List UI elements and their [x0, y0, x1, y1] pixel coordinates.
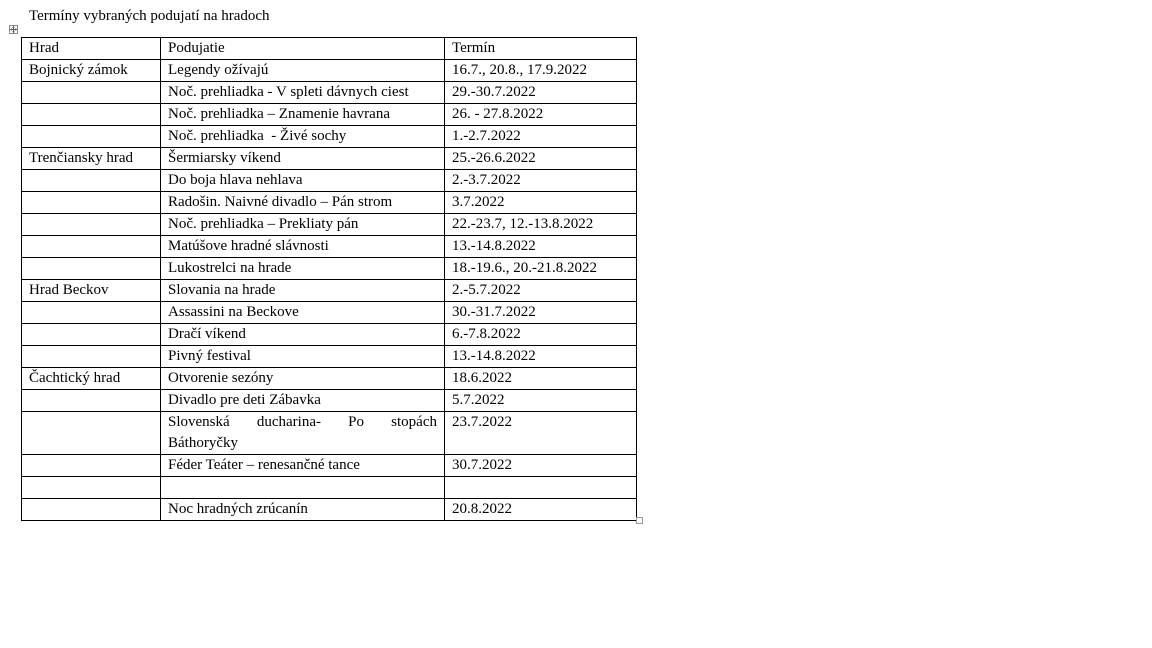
table-row [22, 192, 637, 214]
header-date[interactable]: Termín [445, 38, 637, 60]
castle-cell[interactable] [22, 126, 161, 148]
header-event[interactable]: Podujatie [161, 38, 445, 60]
date-cell[interactable]: 30.-31.7.2022 [445, 302, 637, 324]
event-cell[interactable]: Do boja hlava nehlava [161, 170, 445, 192]
table-row [22, 126, 637, 148]
table-row [22, 455, 637, 477]
castle-cell[interactable] [22, 82, 161, 104]
castle-cell[interactable] [22, 214, 161, 236]
header-castle[interactable]: Hrad [22, 38, 161, 60]
table-header-row [22, 38, 637, 60]
date-cell[interactable]: 2.-3.7.2022 [445, 170, 637, 192]
table-row [22, 346, 637, 368]
castle-cell[interactable] [22, 258, 161, 280]
event-cell[interactable]: Radošin. Naivné divadlo – Pán strom [161, 192, 445, 214]
date-cell[interactable]: 29.-30.7.2022 [445, 82, 637, 104]
event-cell[interactable]: Assassini na Beckove [161, 302, 445, 324]
date-cell[interactable]: 3.7.2022 [445, 192, 637, 214]
table-row [22, 104, 637, 126]
date-cell[interactable]: 2.-5.7.2022 [445, 280, 637, 302]
event-cell[interactable]: Legendy ožívajú [161, 60, 445, 82]
castle-cell[interactable]: Hrad Beckov [22, 280, 161, 302]
table-row-empty [22, 477, 637, 499]
event-cell[interactable]: Pivný festival [161, 346, 445, 368]
castle-cell[interactable] [22, 346, 161, 368]
date-cell[interactable]: 26. - 27.8.2022 [445, 104, 637, 126]
castle-cell[interactable] [22, 390, 161, 412]
event-cell[interactable]: Lukostrelci na hrade [161, 258, 445, 280]
table-move-handle-icon[interactable] [9, 25, 18, 34]
date-cell[interactable]: 20.8.2022 [445, 499, 637, 521]
date-cell[interactable]: 1.-2.7.2022 [445, 126, 637, 148]
date-cell[interactable]: 18.6.2022 [445, 368, 637, 390]
table-row [22, 368, 637, 390]
table-row [22, 82, 637, 104]
table-row [22, 60, 637, 82]
table-row [22, 258, 637, 280]
castle-cell[interactable] [22, 104, 161, 126]
castle-cell[interactable] [22, 170, 161, 192]
table-row [22, 148, 637, 170]
castle-cell[interactable] [22, 302, 161, 324]
event-cell[interactable]: Matúšove hradné slávnosti [161, 236, 445, 258]
date-cell[interactable]: 16.7., 20.8., 17.9.2022 [445, 60, 637, 82]
castle-cell[interactable] [22, 499, 161, 521]
castle-cell[interactable]: Bojnický zámok [22, 60, 161, 82]
event-cell[interactable]: Noč. prehliadka - V spleti dávnych ciest [161, 82, 445, 104]
date-cell[interactable]: 13.-14.8.2022 [445, 346, 637, 368]
event-cell[interactable]: Slovania na hrade [161, 280, 445, 302]
event-cell[interactable]: Noč. prehliadka – Znamenie havrana [161, 104, 445, 126]
castle-cell[interactable]: Čachtický hrad [22, 368, 161, 390]
table-row [22, 390, 637, 412]
castle-cell[interactable] [22, 324, 161, 346]
event-cell[interactable]: Noč. prehliadka - Živé sochy [161, 126, 445, 148]
castle-cell[interactable] [22, 412, 161, 455]
event-cell[interactable]: Divadlo pre deti Zábavka [161, 390, 445, 412]
date-cell[interactable]: 25.-26.6.2022 [445, 148, 637, 170]
castle-cell[interactable] [22, 477, 161, 499]
date-cell[interactable]: 18.-19.6., 20.-21.8.2022 [445, 258, 637, 280]
table-caption: Termíny vybraných podujatí na hradoch [29, 8, 270, 24]
event-cell[interactable]: Noč. prehliadka – Prekliaty pán [161, 214, 445, 236]
event-cell[interactable]: Slovenská ducharina- Po stopách Báthoryčky [161, 412, 445, 455]
date-cell[interactable]: 30.7.2022 [445, 455, 637, 477]
date-cell[interactable]: 22.-23.7, 12.-13.8.2022 [445, 214, 637, 236]
table-row [22, 324, 637, 346]
events-table [21, 37, 637, 521]
event-cell[interactable] [161, 477, 445, 499]
event-cell[interactable]: Noc hradných zrúcanín [161, 499, 445, 521]
date-cell[interactable]: 13.-14.8.2022 [445, 236, 637, 258]
castle-cell[interactable]: Trenčiansky hrad [22, 148, 161, 170]
castle-cell[interactable] [22, 192, 161, 214]
table-row [22, 170, 637, 192]
event-cell[interactable]: Féder Teáter – renesančné tance [161, 455, 445, 477]
event-cell[interactable]: Otvorenie sezóny [161, 368, 445, 390]
table-row [22, 280, 637, 302]
table-resize-handle[interactable] [636, 517, 643, 524]
table-row [22, 302, 637, 324]
table-row [22, 236, 637, 258]
date-cell[interactable]: 23.7.2022 [445, 412, 637, 455]
table-row [22, 499, 637, 521]
table-row [22, 214, 637, 236]
date-cell[interactable] [445, 477, 637, 499]
event-cell[interactable]: Dračí víkend [161, 324, 445, 346]
castle-cell[interactable] [22, 455, 161, 477]
date-cell[interactable]: 5.7.2022 [445, 390, 637, 412]
date-cell[interactable]: 6.-7.8.2022 [445, 324, 637, 346]
event-cell[interactable]: Šermiarsky víkend [161, 148, 445, 170]
castle-cell[interactable] [22, 236, 161, 258]
table-row [22, 412, 637, 455]
